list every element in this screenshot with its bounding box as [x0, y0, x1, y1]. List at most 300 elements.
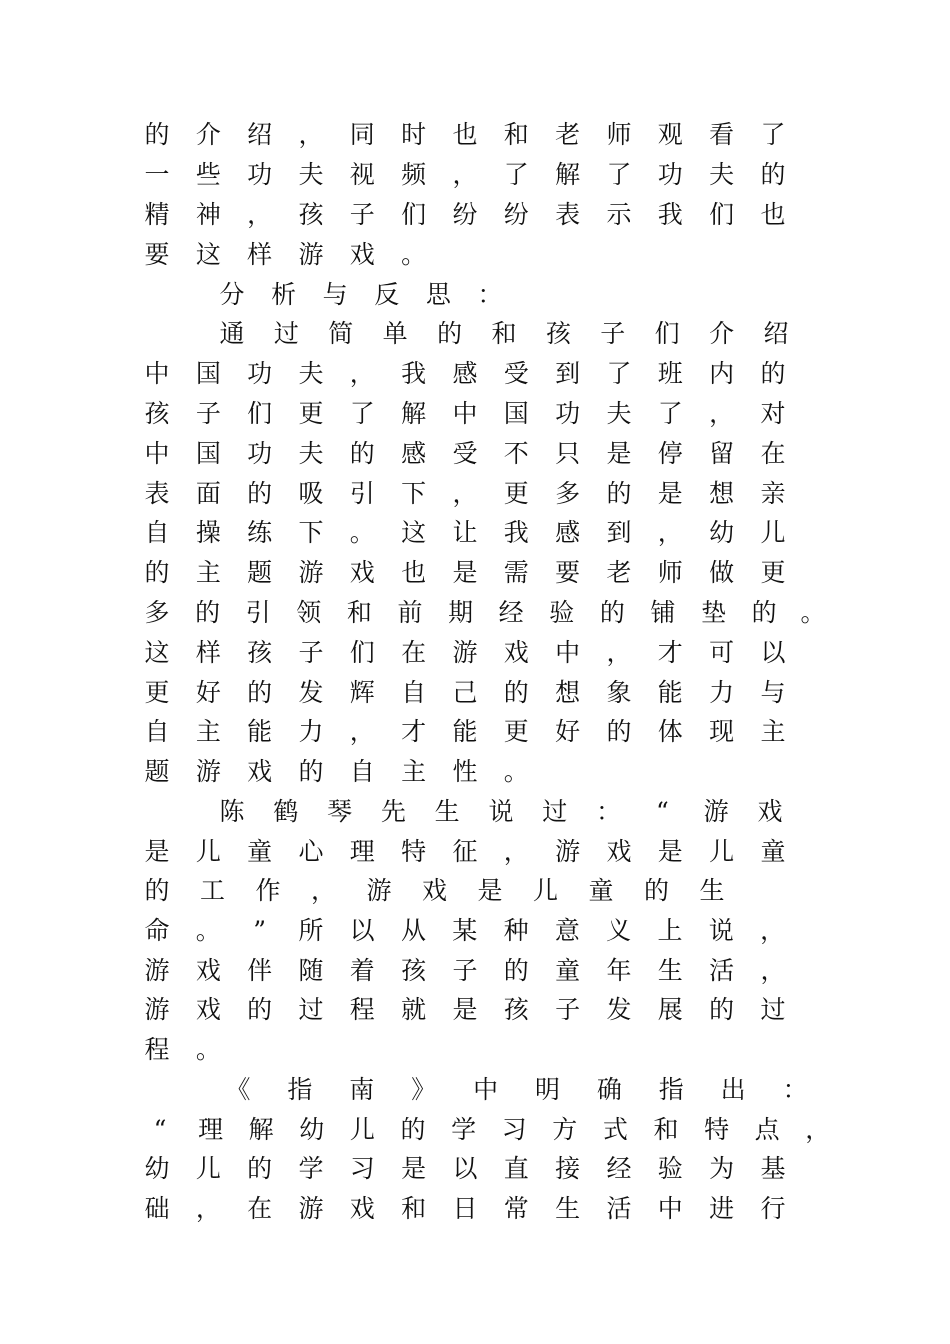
text-glyph: 们 [349, 638, 375, 667]
text-glyph: 国 [503, 399, 529, 428]
text-glyph: 介 [195, 120, 221, 149]
text-glyph: 是 [606, 439, 632, 468]
text-glyph: ， [657, 518, 683, 547]
text-glyph: 对 [760, 399, 786, 428]
text-glyph: ， [349, 717, 375, 746]
text-glyph: 心 [298, 837, 324, 866]
section-heading [0, 277, 950, 313]
text-line [0, 873, 950, 909]
text-glyph: 的 [247, 678, 273, 707]
text-glyph: 直 [503, 1154, 529, 1183]
text-glyph: 和 [401, 1194, 427, 1223]
text-glyph: 了 [503, 160, 529, 189]
text-glyph: 特 [401, 837, 427, 866]
text-glyph: 戏 [349, 240, 375, 269]
text-glyph: 受 [503, 359, 529, 388]
text-glyph: 的 [144, 120, 170, 149]
text-glyph: 这 [401, 518, 427, 547]
text-glyph: 老 [555, 120, 581, 149]
text-glyph: 功 [247, 359, 273, 388]
text-glyph: 了 [606, 359, 632, 388]
text-glyph: ” [253, 916, 266, 945]
text-glyph: 展 [657, 995, 683, 1024]
text-glyph: 的 [503, 956, 529, 985]
text-glyph: 反 [374, 280, 400, 309]
text-glyph: 所 [298, 916, 324, 945]
text-glyph: 也 [401, 558, 427, 587]
text-glyph: 下 [401, 479, 427, 508]
text-glyph: 纷 [503, 200, 529, 229]
text-glyph: “ [656, 797, 669, 826]
text-glyph: 的 [298, 757, 324, 786]
text-glyph: 功 [657, 160, 683, 189]
text-glyph: 现 [709, 717, 735, 746]
text-glyph: 的 [437, 319, 463, 348]
text-line [0, 356, 950, 392]
text-glyph: 的 [760, 160, 786, 189]
text-glyph: 中 [657, 1194, 683, 1223]
text-glyph: 出 [720, 1075, 746, 1104]
text-glyph: 的 [643, 876, 669, 905]
text-glyph: 想 [709, 479, 735, 508]
text-glyph: 表 [144, 479, 170, 508]
text-line [0, 834, 950, 870]
text-glyph: 夫 [298, 359, 324, 388]
text-line [0, 635, 950, 671]
text-glyph: 活 [709, 956, 735, 985]
text-glyph: 的 [709, 995, 735, 1024]
text-glyph: ， [760, 956, 786, 985]
text-glyph: 同 [349, 120, 375, 149]
text-line [0, 992, 950, 1028]
text-glyph: 能 [247, 717, 273, 746]
text-glyph: 象 [606, 678, 632, 707]
text-glyph: 力 [298, 717, 324, 746]
text-glyph: 儿 [195, 837, 221, 866]
text-glyph: 验 [549, 598, 575, 627]
text-glyph: 的 [195, 598, 221, 627]
text-glyph: 日 [452, 1194, 478, 1223]
text-glyph: 了 [657, 399, 683, 428]
text-line [0, 197, 950, 233]
text-glyph: 停 [657, 439, 683, 468]
text-glyph: 到 [606, 518, 632, 547]
text-glyph: 习 [501, 1115, 527, 1144]
text-glyph: 验 [657, 1154, 683, 1183]
text-glyph: 生 [699, 876, 725, 905]
text-glyph: 能 [452, 717, 478, 746]
text-glyph: 内 [709, 359, 735, 388]
text-glyph: 与 [322, 280, 348, 309]
text-glyph: 感 [555, 518, 581, 547]
text-glyph: 指 [658, 1075, 684, 1104]
text-glyph: 工 [199, 876, 225, 905]
text-glyph: ： [596, 797, 622, 826]
text-glyph: 孩 [401, 956, 427, 985]
text-glyph: 体 [657, 717, 683, 746]
text-glyph: 儿 [709, 837, 735, 866]
text-glyph: 方 [552, 1115, 578, 1144]
text-line [0, 237, 950, 273]
text-glyph: 更 [503, 479, 529, 508]
text-glyph: 自 [144, 518, 170, 547]
text-glyph: 样 [195, 638, 221, 667]
text-glyph: 题 [247, 558, 273, 587]
text-glyph: 某 [452, 916, 478, 945]
text-glyph: 在 [760, 439, 786, 468]
text-glyph: 了 [349, 399, 375, 428]
text-glyph: 指 [287, 1075, 313, 1104]
text-glyph: 中 [555, 638, 581, 667]
text-glyph: 主 [195, 717, 221, 746]
text-line [0, 436, 950, 472]
text-glyph: 要 [144, 240, 170, 269]
text-glyph: 感 [401, 439, 427, 468]
text-glyph: 好 [195, 678, 221, 707]
text-glyph: 命 [144, 916, 170, 945]
text-glyph: 好 [555, 717, 581, 746]
text-line [0, 794, 950, 830]
text-glyph: 功 [247, 439, 273, 468]
text-glyph: 中 [452, 399, 478, 428]
text-glyph: 到 [555, 359, 581, 388]
text-glyph: 留 [709, 439, 735, 468]
text-glyph: ， [298, 120, 324, 149]
text-glyph: 习 [349, 1154, 375, 1183]
text-glyph: 我 [503, 518, 529, 547]
text-glyph: 了 [760, 120, 786, 149]
text-glyph: 过 [760, 995, 786, 1024]
text-glyph: 们 [654, 319, 680, 348]
text-glyph: 义 [606, 916, 632, 945]
text-glyph: 。 [195, 1035, 221, 1064]
text-line [0, 754, 950, 790]
text-glyph: 的 [599, 598, 625, 627]
text-glyph: 幼 [709, 518, 735, 547]
text-glyph: 儿 [349, 1115, 375, 1144]
text-glyph: 着 [349, 956, 375, 985]
text-glyph: 程 [349, 995, 375, 1024]
text-glyph: 生 [434, 797, 460, 826]
text-glyph: 游 [452, 638, 478, 667]
text-glyph: 面 [195, 479, 221, 508]
text-glyph: 的 [144, 876, 170, 905]
text-glyph: 。 [195, 916, 221, 945]
text-glyph: ， [452, 160, 478, 189]
text-glyph: 简 [328, 319, 354, 348]
text-glyph: 戏 [195, 956, 221, 985]
text-glyph: 游 [298, 558, 324, 587]
text-glyph: 要 [555, 558, 581, 587]
text-glyph: 是 [452, 995, 478, 1024]
text-glyph: 与 [760, 678, 786, 707]
text-glyph: ： [477, 280, 503, 309]
text-glyph: 性 [452, 757, 478, 786]
text-line [0, 714, 950, 750]
text-glyph: 《 [225, 1075, 251, 1104]
text-glyph: 夫 [298, 160, 324, 189]
text-glyph: 陈 [219, 797, 245, 826]
text-glyph: 儿 [532, 876, 558, 905]
text-glyph: 学 [451, 1115, 477, 1144]
text-glyph: 南 [349, 1075, 375, 1104]
text-glyph: 儿 [195, 1154, 221, 1183]
text-glyph: 学 [298, 1154, 324, 1183]
text-glyph: 常 [503, 1194, 529, 1223]
text-glyph: 说 [708, 916, 734, 945]
text-glyph: 通 [219, 319, 245, 348]
text-glyph: 是 [401, 1154, 427, 1183]
text-line [0, 1151, 950, 1187]
text-glyph: 上 [657, 916, 683, 945]
text-glyph: 析 [271, 280, 297, 309]
text-glyph: 说 [488, 797, 514, 826]
text-glyph: 主 [195, 558, 221, 587]
text-glyph: 是 [657, 837, 683, 866]
text-glyph: 需 [503, 558, 529, 587]
text-glyph: 示 [606, 200, 632, 229]
text-glyph: 也 [452, 120, 478, 149]
text-glyph: 是 [477, 876, 503, 905]
text-glyph: 接 [555, 1154, 581, 1183]
text-glyph: 伴 [247, 956, 273, 985]
text-glyph: 主 [401, 757, 427, 786]
text-glyph: 戏 [503, 638, 529, 667]
text-glyph: 游 [555, 837, 581, 866]
text-glyph: 解 [401, 399, 427, 428]
text-glyph: 游 [366, 876, 392, 905]
text-glyph: 先 [380, 797, 406, 826]
text-glyph: 铺 [650, 598, 676, 627]
text-glyph: 以 [760, 638, 786, 667]
text-glyph: 征 [452, 837, 478, 866]
text-line [0, 1072, 950, 1108]
text-glyph: 幼 [144, 1154, 170, 1183]
text-glyph: 夫 [709, 160, 735, 189]
text-glyph: 自 [349, 757, 375, 786]
text-glyph: 子 [600, 319, 626, 348]
text-glyph: 特 [704, 1115, 730, 1144]
text-glyph: 孩 [503, 995, 529, 1024]
text-glyph: 的 [751, 598, 777, 627]
text-glyph: 理 [349, 837, 375, 866]
text-glyph: 前 [397, 598, 423, 627]
text-glyph: 绍 [763, 319, 789, 348]
text-glyph: 是 [452, 558, 478, 587]
text-glyph: 国 [195, 439, 221, 468]
text-glyph: 游 [195, 757, 221, 786]
text-glyph: 时 [401, 120, 427, 149]
text-glyph: 础 [144, 1194, 170, 1223]
text-glyph: 游 [298, 240, 324, 269]
text-glyph: 的 [503, 678, 529, 707]
text-glyph: 介 [709, 319, 735, 348]
text-glyph: 不 [503, 439, 529, 468]
text-glyph: 的 [247, 995, 273, 1024]
text-glyph: 戏 [349, 558, 375, 587]
text-glyph: 更 [144, 678, 170, 707]
text-glyph: 领 [296, 598, 322, 627]
text-glyph: 们 [709, 200, 735, 229]
text-glyph: 。 [401, 240, 427, 269]
text-glyph: 多 [555, 479, 581, 508]
text-glyph: 引 [245, 598, 271, 627]
text-glyph: 一 [144, 160, 170, 189]
text-glyph: 游 [144, 995, 170, 1024]
text-glyph: 感 [452, 359, 478, 388]
text-glyph: 和 [346, 598, 372, 627]
text-glyph: 样 [247, 240, 273, 269]
text-glyph: 能 [657, 678, 683, 707]
text-glyph: 下 [298, 518, 324, 547]
text-glyph: 游 [703, 797, 729, 826]
text-glyph: 孩 [144, 399, 170, 428]
text-glyph: 老 [606, 558, 632, 587]
text-glyph: 的 [606, 717, 632, 746]
text-glyph: 解 [248, 1115, 274, 1144]
text-glyph: 游 [144, 956, 170, 985]
text-glyph: 受 [452, 439, 478, 468]
text-glyph: 师 [606, 120, 632, 149]
text-glyph: 确 [596, 1075, 622, 1104]
text-line [0, 913, 950, 949]
text-glyph: 辉 [349, 678, 375, 707]
text-glyph: 琴 [327, 797, 353, 826]
text-glyph: 的 [247, 479, 273, 508]
text-line [0, 117, 950, 153]
text-glyph: 童 [555, 956, 581, 985]
text-glyph: ， [349, 359, 375, 388]
text-glyph: 主 [760, 717, 786, 746]
text-glyph: 种 [503, 916, 529, 945]
text-line [0, 396, 950, 432]
text-glyph: 的 [760, 359, 786, 388]
text-glyph: 解 [555, 160, 581, 189]
text-glyph: 意 [554, 916, 580, 945]
text-line [0, 476, 950, 512]
text-glyph: 些 [195, 160, 221, 189]
text-glyph: 分 [219, 280, 245, 309]
text-glyph: 程 [144, 1035, 170, 1064]
text-glyph: 的 [349, 439, 375, 468]
text-glyph: 在 [247, 1194, 273, 1223]
text-glyph: 和 [653, 1115, 679, 1144]
text-glyph: 理 [198, 1115, 224, 1144]
text-glyph: 的 [144, 558, 170, 587]
text-glyph: 中 [144, 359, 170, 388]
text-glyph: 童 [588, 876, 614, 905]
text-glyph: 。 [800, 598, 826, 627]
text-glyph: 师 [657, 558, 683, 587]
text-glyph: 游 [298, 1194, 324, 1223]
text-glyph: 经 [606, 1154, 632, 1183]
text-glyph: 频 [401, 160, 427, 189]
text-glyph: 这 [195, 240, 221, 269]
text-glyph: 绍 [247, 120, 273, 149]
text-glyph: 幼 [299, 1115, 325, 1144]
text-glyph: 视 [349, 160, 375, 189]
text-glyph: 生 [657, 956, 683, 985]
text-glyph: 》 [411, 1075, 437, 1104]
text-glyph: 纷 [452, 200, 478, 229]
text-glyph: 孩 [298, 200, 324, 229]
text-glyph: 只 [555, 439, 581, 468]
text-line [0, 1032, 950, 1068]
text-glyph: 引 [349, 479, 375, 508]
text-glyph: 更 [298, 399, 324, 428]
text-glyph: 我 [401, 359, 427, 388]
text-glyph: 年 [606, 956, 632, 985]
text-glyph: 。 [503, 757, 529, 786]
text-glyph: 的 [606, 479, 632, 508]
text-glyph: 子 [195, 399, 221, 428]
text-glyph: 孩 [545, 319, 571, 348]
text-glyph: 戏 [349, 1194, 375, 1223]
text-glyph: 才 [401, 717, 427, 746]
text-glyph: 了 [606, 160, 632, 189]
text-glyph: 己 [452, 678, 478, 707]
text-glyph: 生 [555, 1194, 581, 1223]
text-glyph: 为 [709, 1154, 735, 1183]
text-glyph: 亲 [760, 479, 786, 508]
text-glyph: 孩 [247, 638, 273, 667]
text-glyph: ， [760, 916, 786, 945]
text-glyph: 子 [349, 200, 375, 229]
text-glyph: ， [310, 876, 336, 905]
text-glyph: ， [452, 479, 478, 508]
text-glyph: 过 [542, 797, 568, 826]
text-glyph: 更 [760, 558, 786, 587]
text-glyph: 戏 [421, 876, 447, 905]
text-glyph: 们 [247, 399, 273, 428]
text-line [0, 1191, 950, 1227]
text-glyph: 行 [760, 1194, 786, 1223]
text-glyph: 精 [144, 200, 170, 229]
text-line [0, 316, 950, 352]
text-glyph: ， [805, 1115, 831, 1144]
text-glyph: 期 [448, 598, 474, 627]
text-glyph: ， [247, 200, 273, 229]
text-glyph: 力 [709, 678, 735, 707]
text-glyph: 作 [255, 876, 281, 905]
text-glyph: 观 [657, 120, 683, 149]
text-glyph: “ [153, 1115, 167, 1144]
text-glyph: 让 [452, 518, 478, 547]
text-glyph: 和 [503, 120, 529, 149]
text-line [0, 1112, 950, 1148]
text-glyph: 思 [425, 280, 451, 309]
text-glyph: 夫 [298, 439, 324, 468]
text-glyph: 子 [452, 956, 478, 985]
text-glyph: 过 [273, 319, 299, 348]
text-glyph: 在 [401, 638, 427, 667]
text-glyph: 。 [349, 518, 375, 547]
text-glyph: 看 [709, 120, 735, 149]
text-glyph: 明 [534, 1075, 560, 1104]
text-glyph: 想 [555, 678, 581, 707]
text-glyph: 童 [247, 837, 273, 866]
text-glyph: ， [503, 837, 529, 866]
text-glyph: 也 [760, 200, 786, 229]
text-glyph: 子 [555, 995, 581, 1024]
text-glyph: 更 [503, 717, 529, 746]
text-glyph: 和 [491, 319, 517, 348]
text-glyph: 这 [144, 638, 170, 667]
text-glyph: 表 [555, 200, 581, 229]
text-glyph: ， [606, 638, 632, 667]
text-glyph: 吸 [298, 479, 324, 508]
text-glyph: 国 [195, 359, 221, 388]
